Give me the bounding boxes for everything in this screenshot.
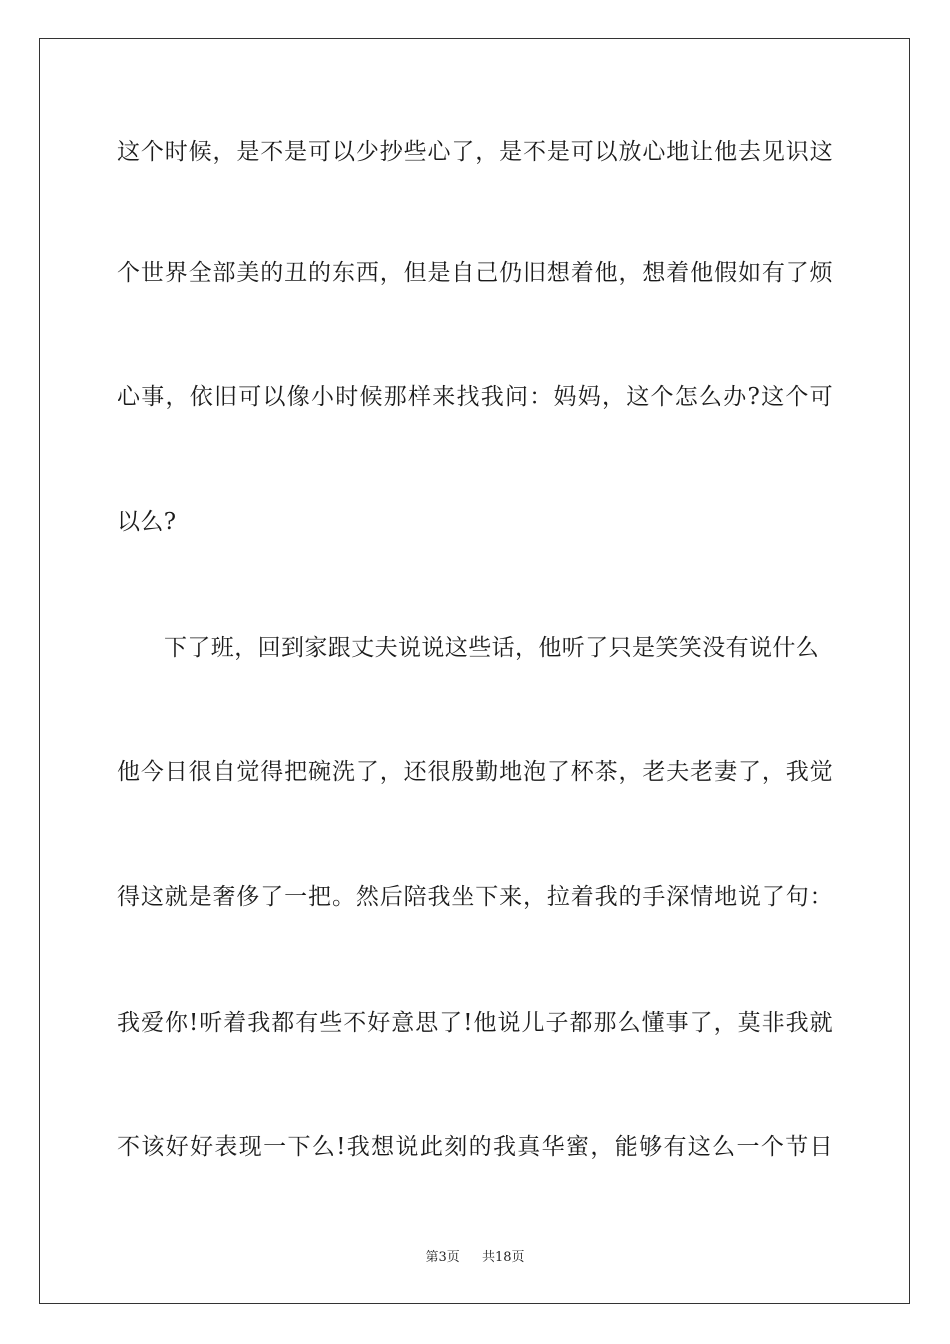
paragraph-line-3: 心事，依旧可以像小时候那样来找我问：妈妈，这个怎么办?这个可: [117, 384, 833, 410]
page-number: 第3页: [425, 1250, 460, 1265]
paragraph-line-6: 他今日很自觉得把碗洗了，还很殷勤地泡了杯茶，老夫老妻了，我觉: [117, 759, 833, 785]
total-pages: 共18页: [481, 1250, 525, 1265]
paragraph-line-9: 不该好好表现一下么!我想说此刻的我真华蜜，能够有这么一个节日: [117, 1134, 833, 1160]
paragraph-line-1: 这个时候，是不是可以少抄些心了，是不是可以放心地让他去见识这: [117, 139, 833, 165]
page-border: [39, 38, 910, 1304]
page-footer: [0, 1249, 950, 1267]
paragraph-line-8: 我爱你!听着我都有些不好意思了!他说儿子都那么懂事了，莫非我就: [117, 1010, 833, 1036]
paragraph-line-4: 以么?: [117, 509, 177, 535]
paragraph-line-2: 个世界全部美的丑的东西，但是自己仍旧想着他，想着他假如有了烦: [117, 260, 833, 286]
paragraph-line-7: 得这就是奢侈了一把。然后陪我坐下来，拉着我的手深情地说了句：: [117, 884, 833, 910]
paragraph-line-5: 下了班，回到家跟丈夫说说这些话，他听了只是笑笑没有说什么: [164, 635, 820, 661]
